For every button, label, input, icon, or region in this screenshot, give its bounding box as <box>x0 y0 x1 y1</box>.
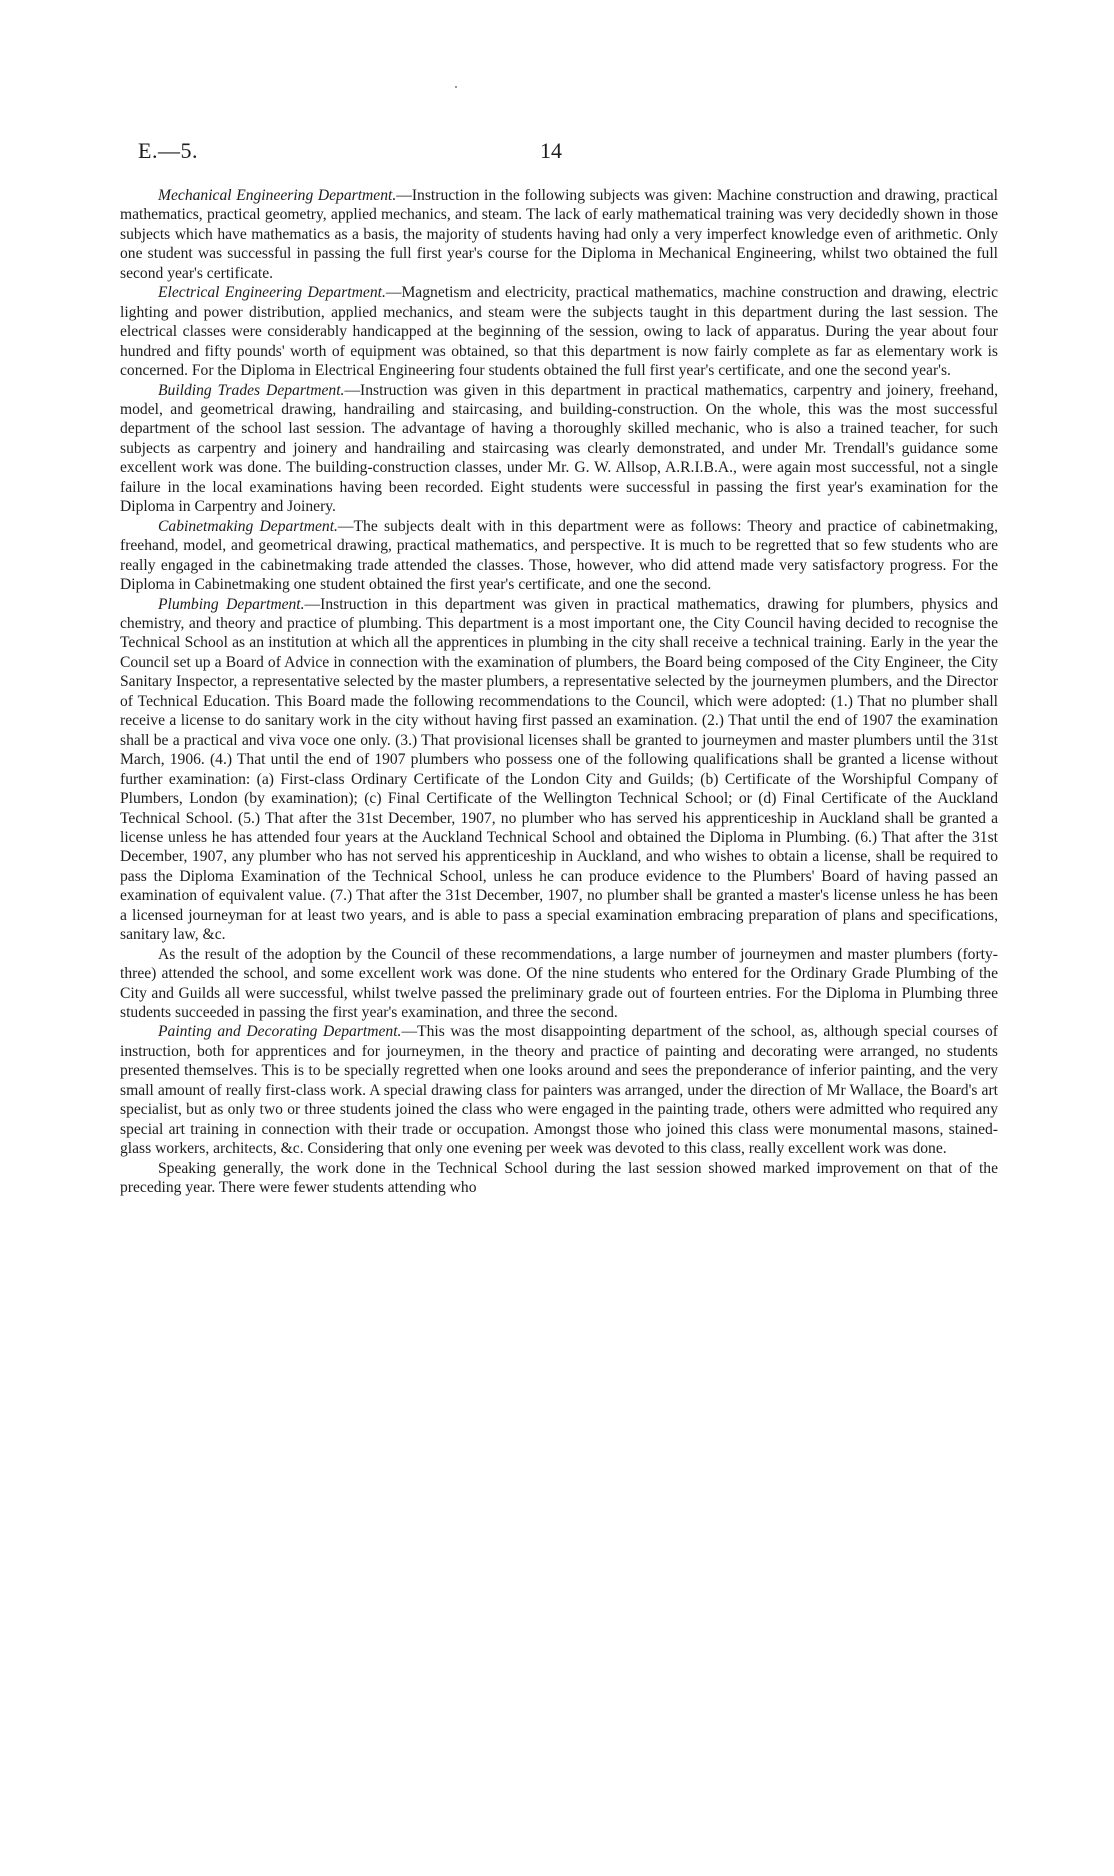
department-heading: Mechanical Engineering Department. <box>158 187 397 204</box>
document-reference: E.—5. <box>138 138 198 163</box>
paragraph-painting-decorating <box>120 1022 998 1158</box>
paragraph-mechanical-engineering <box>120 186 998 283</box>
paragraph-electrical-engineering <box>120 283 998 380</box>
paragraph-text: —Instruction in this department was given in practical mathematics, drawing for plumbers, physics and chemistry, and theory and practice of plumbing. This department is a most important one, the City Council having decided to recognise the Technical School as an institution at which all the apprentices in plumbing in the city shall receive a technical training. Early in the year the Council set up a Board of Advice in connection with the examination of plumbers, the Board being composed of the City Engineer, the City Sanitary Inspector, a representative selected by the master plumbers, a representative selected by the journeymen plumbers, and the Director of Technical Education. This Board made the following recommendations to the Council, which were adopted: (1.) That no plumber shall receive a license to do sanitary work in the city without having first passed an examination. (2.) That until the end of 1907 the examination shall be a practical and viva voce one only. (3.) That provisional licenses shall be granted to journeymen and master plumbers until the 31st March, 1906. (4.) That until the end of 1907 plumbers who possess one of the following qualifications shall be granted a license without further examination: (a) First-class Ordinary Certificate of the London City and Guilds; (b) Certificate of the Worshipful Company of Plumbers, London (by examination); (c) Final Certificate of the Wellington Technical School; or (d) Final Certificate of the Auckland Technical School. (5.) That after the 31st December, 1907, no plumber who has served his apprenticeship in Auckland shall be granted a license unless he has attended four years at the Auckland Technical School and obtained the Diploma in Plumbing. (6.) That after the 31st December, 1907, any plumber who has not served his apprenticeship in Auckland, and who wishes to obtain a license, shall be required to pass the Diploma Examination of the Technical School, unless he can produce evidence to the Plumbers' Board of having passed an examination of equivalent value. (7.) That after the 31st December, 1907, no plumber shall be granted a master's license unless he has been a licensed journeyman for at least two years, and is able to pass a special examination embracing preparation of plans and specifications, sanitary law, &c. <box>120 595 999 944</box>
paragraph-text: —Instruction was given in this department in practical mathematics, carpentry and joinery, freehand, model, and geometrical drawing, handrailing and staircasing, and building-construction. On the whole, this was the most successful department of the school last session. The advantage of having a thoroughly skilled mechanic, who is also a trained teacher, for such subjects as carpentry and joinery and handrailing and staircasing was clearly demonstrated, and under Mr. Trendall's guidance some excellent work was done. The building-construction classes, under Mr. G. W. Allsop, A.R.I.B.A., were again most successful, not a single failure in the local examinations having been recorded. Eight students were successful in passing the first year's examination for the Diploma in Carpentry and Joinery. <box>120 381 998 516</box>
page-number: 14 <box>540 138 562 163</box>
paragraph-text: —This was the most disappointing department of the school, as, although special courses of instruction, both for apprentices and for journeymen, in the theory and practice of painting and decorating were arranged, no students presented themselves. This is to be specially regretted when one looks around and sees the preponderance of inferior painting, and the very small amount of really first-class work. A special drawing class for painters was arranged, under the direction of Mr Wallace, the Board's art specialist, but as only two or three students joined the class who were engaged in the painting trade, others were admitted who required any special art training in connection with their trade or occupation. Amongst those who joined this class were monumental masons, stained-glass workers, architects, &c. Considering that only one evening per week was devoted to this class, really excellent work was done. <box>120 1023 998 1158</box>
paragraph-plumbing <box>120 595 998 945</box>
paragraph-text: Speaking generally, the work done in the Technical School during the last session showed marked improvement on that of the preceding year. There were fewer students attending who <box>120 1159 998 1197</box>
department-heading: Plumbing Department. <box>158 595 305 613</box>
department-heading: Painting and Decorating Department. <box>158 1023 402 1041</box>
paragraph-general-remarks <box>120 1159 998 1198</box>
paragraph-text: —Instruction in the following subjects was given: Machine construction and drawing, practical mathematics, practical geometry, applied mechanics, and steam. The lack of early mathematical training was very decidedly shown in those subjects which have mathematics as a basis, the majority of students having had only a very imperfect knowledge even of arithmetic. Only one student was successful in passing the full first year's course for the Diploma in Mechanical Engineering, whilst two obtained the full second year's certificate. <box>120 187 998 282</box>
paragraph-cabinetmaking <box>120 517 998 595</box>
speck-mark <box>455 86 457 88</box>
paragraph-text: As the result of the adoption by the Council of these recommendations, a large number of journeymen and master plumbers (forty-three) attended the school, and some excellent work was done. Of the nine students who entered for the Ordinary Grade Plumbing of the City and Guilds all were successful, whilst twelve passed the preliminary grade out of fourteen entries. For the Diploma in Plumbing three students succeeded in passing the first year's examination, and three the second. <box>120 945 998 1022</box>
department-heading: Building Trades Department. <box>158 381 345 399</box>
paragraph-text: —Magnetism and electricity, practical mathematics, machine construction and drawing, electric lighting and power distribution, applied mechanics, and steam were the subjects taught in this department during the last session. The electrical classes were considerably handicapped at the beginning of the session, owing to lack of apparatus. During the year about four hundred and fifty pounds' worth of equipment was obtained, so that this department is now fairly complete as far as elementary work is concerned. For the Diploma in Electrical Engineering four students obtained the full first year's certificate, and one the second year's. <box>120 284 998 380</box>
paragraph-plumbing-results <box>120 945 998 1023</box>
department-heading: Electrical Engineering Department. <box>158 284 386 302</box>
paragraph-text: —The subjects dealt with in this department were as follows: Theory and practice of cabinetmaking, freehand, model, and geometrical drawing, practical mathematics, and perspective. It is much to be regretted that so few students who are really engaged in the cabinetmaking trade attended the classes. Those, however, who did attend made very satisfactory progress. For the Diploma in Cabinetmaking one student obtained the first year's certificate, and one the second. <box>120 517 998 594</box>
paragraph-building-trades <box>120 381 998 517</box>
body-text <box>120 186 998 1198</box>
department-heading: Cabinetmaking Department. <box>158 517 338 535</box>
